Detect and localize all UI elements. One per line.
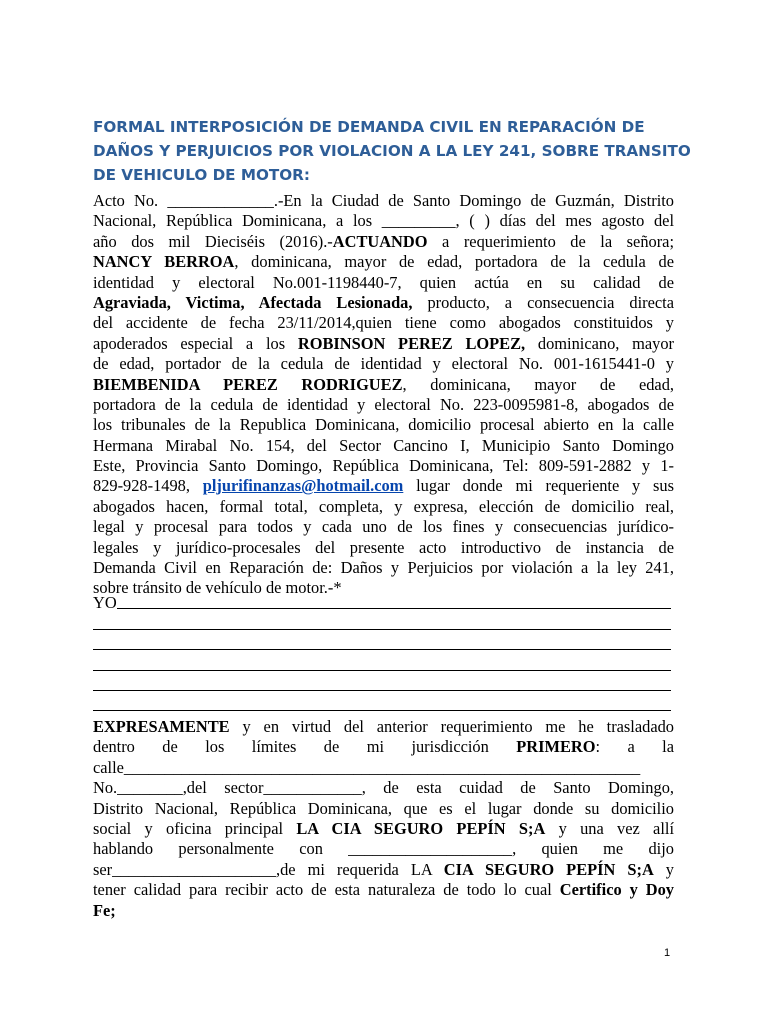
- text-line: abogados hacen, formal total, completa, y expresa, elección de domicilio real,: [93, 496, 674, 516]
- text-line: No.________,del sector____________, de esta cuidad de Santo Domingo,: [93, 778, 674, 798]
- title-line: DE VEHICULO DE MOTOR:: [93, 166, 310, 184]
- text-line: Distrito Nacional, República Dominicana, que es el lugar donde su domicilio: [93, 798, 674, 818]
- text-line: del accidente de fecha 23/11/2014,quien tiene como abogados constituidos y: [93, 313, 674, 333]
- document-title: [93, 115, 691, 187]
- text-line: social y oficina principal LA CIA SEGURO PEPÍN S;A y una vez allí: [93, 818, 674, 838]
- blank-line: [93, 710, 671, 711]
- text-line: 829-928-1498, pljurifinanzas@hotmail.com lugar donde mi requeriente y sus: [93, 476, 674, 496]
- text-line: NANCY BERROA, dominicana, mayor de edad, portadora de la cedula de: [93, 252, 674, 272]
- blank-line: [93, 690, 671, 691]
- text-line: Hermana Mirabal No. 154, del Sector Cancino I, Municipio Santo Domingo: [93, 435, 674, 455]
- text-line: Agraviada, Victima, Afectada Lesionada, producto, a consecuencia directa: [93, 292, 674, 312]
- blank-line: [93, 629, 671, 630]
- title-line: DAÑOS Y PERJUICIOS POR VIOLACION A LA LEY 241, SOBRE TRANSITO: [93, 142, 691, 160]
- text-line: los tribunales de la Republica Dominicana, domicilio procesal abierto en la calle: [93, 415, 674, 435]
- blank-line: [93, 649, 671, 650]
- text-line: Este, Provincia Santo Domingo, República Dominicana, Tel: 809-591-2882 y 1-: [93, 456, 674, 476]
- yo-label: YO: [93, 593, 117, 612]
- text-line: tener calidad para recibir acto de esta naturaleza de todo lo cual Certifico y Doy: [93, 880, 674, 900]
- paragraph-act: [93, 191, 674, 599]
- text-line: identidad y electoral No.001-1198440-7, quien actúa en su calidad de: [93, 272, 674, 292]
- blank-line: [93, 670, 671, 671]
- text-line: BIEMBENIDA PEREZ RODRIGUEZ, dominicana, mayor de edad,: [93, 374, 674, 394]
- text-line: Acto No. _____________.-En la Ciudad de Santo Domingo de Guzmán, Distrito: [93, 191, 674, 210]
- text-line: apoderados especial a los ROBINSON PEREZ LOPEZ, dominicano, mayor: [93, 333, 674, 353]
- text-line: ser____________________,de mi requerida LA CIA SEGURO PEPÍN S;A y: [93, 859, 674, 879]
- page-number: 1: [664, 947, 671, 959]
- text-line: de edad, portador de la cedula de identidad y electoral No. 001-1615441-0 y: [93, 354, 674, 374]
- blank-line: [117, 608, 671, 609]
- text-line: sobre tránsito de vehículo de motor.-*: [93, 578, 342, 598]
- text-line: EXPRESAMENTE y en virtud del anterior requerimiento me he trasladado: [93, 717, 674, 736]
- email-link[interactable]: pljurifinanzas@hotmail.com: [202, 476, 404, 496]
- text-line: legales y jurídico-procesales del presente acto introductivo de instancia de: [93, 537, 674, 557]
- text-line: legal y procesal para todos y cada uno de los fines y consecuencias jurídico-: [93, 517, 674, 537]
- text-line: Demanda Civil en Reparación de: Daños y Perjuicios por violación a la ley 241,: [93, 558, 674, 578]
- text-line: portadora de la cedula de identidad y electoral No. 223-0095981-8, abogados de: [93, 394, 674, 414]
- text-line: calle_______________________________________________________________: [93, 757, 641, 777]
- paragraph-expresamente: [93, 717, 674, 921]
- text-line: Fe;: [93, 900, 116, 920]
- title-line: FORMAL INTERPOSICIÓN DE DEMANDA CIVIL EN REPARACIÓN DE: [93, 118, 645, 136]
- text-line: Nacional, República Dominicana, a los _________, ( ) días del mes agosto del: [93, 211, 674, 231]
- text-line: año dos mil Dieciséis (2016).-ACTUANDO a requerimiento de la señora;: [93, 231, 674, 251]
- text-line: hablando personalmente con ____________________, quien me dijo: [93, 839, 674, 859]
- text-line: dentro de los límites de mi jurisdicción PRIMERO: a la: [93, 737, 675, 757]
